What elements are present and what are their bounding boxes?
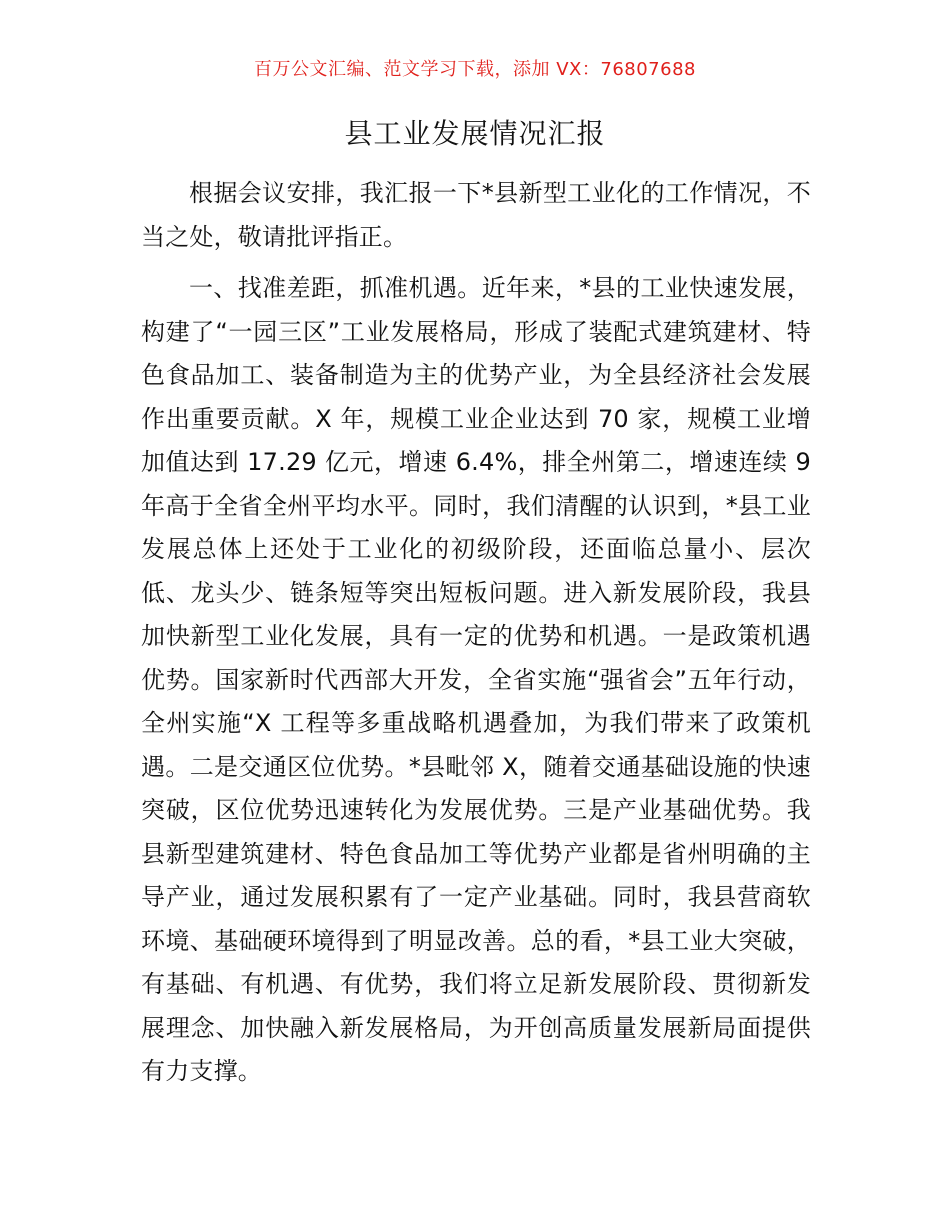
paragraph-section-one: 一、找准差距，抓准机遇。近年来，*县的工业快速发展，构建了“一园三区”工业发展格局，形成了装配式建筑建材、特色食品加工、装备制造为主的优势产业，为全县经济社会发展作出重要贡献。X 年，规模工业企业达到 70 家，规模工业增加值达到 17.29 亿元，增速 6.4%，排全州第二，增速连续 9 年高于全省全州平均水平。同时，我们清醒的认识到，*县工业发展总体上还处于工业化的初级阶段，还面临总量小、层次低、龙头少、链条短等突出短板问题。进入新发展阶段，我县加快新型工业化发展，具有一定的优势和机遇。一是政策机遇优势。国家新时代西部大开发，全省实施“强省会”五年行动，全州实施“X 工程等多重战略机遇叠加，为我们带来了政策机遇。二是交通区位优势。*县毗邻 X，随着交通基础设施的快速突破，区位优势迅速转化为发展优势。三是产业基础优势。我县新型建筑建材、特色食品加工等优势产业都是省州明确的主导产业，通过发展积累有了一定产业基础。同时，我县营商软环境、基础硬环境得到了明显改善。总的看，*县工业大突破，有基础、有机遇、有优势，我们将立足新发展阶段、贯彻新发展理念、加快融入新发展格局，为开创高质量发展新局面提供有力支撑。 [141,274,811,1085]
document-title: 县工业发展情况汇报 [344,117,606,150]
paragraph-intro: 根据会议安排，我汇报一下*县新型工业化的工作情况，不当之处，敬请批评指正。 [141,179,811,251]
document-body [141,172,811,1094]
header-watermark-note: 百万公文汇编、范文学习下载，添加 VX：76807688 [254,59,696,80]
